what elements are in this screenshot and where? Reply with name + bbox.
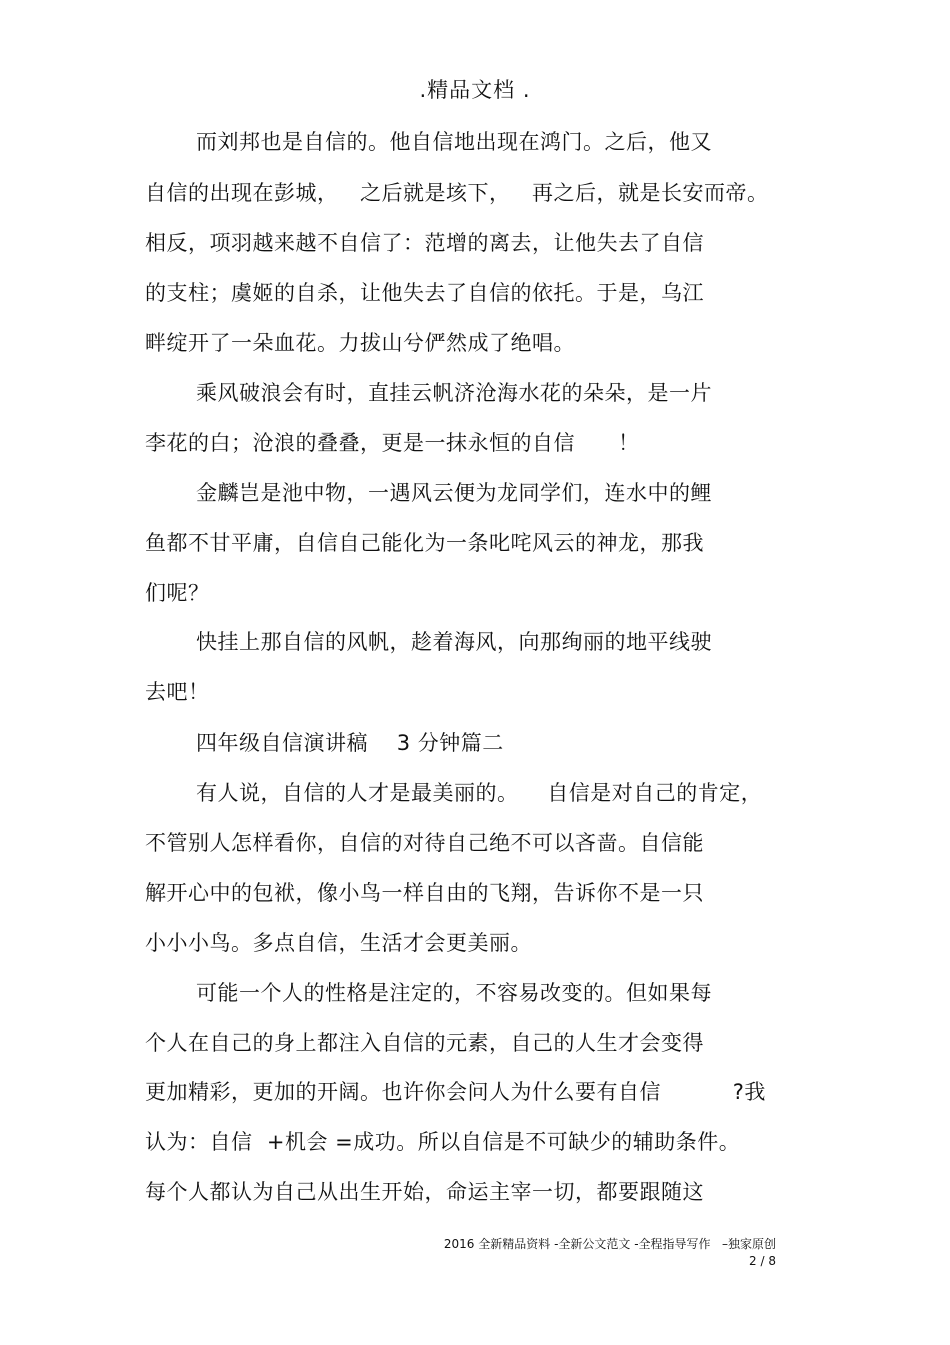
text-line-14: 有人说，自信的人才是最美丽的。 自信是对自己的肯定， <box>196 781 763 805</box>
text-line-16: 解开心中的包袱，像小鸟一样自由的飞翔，告诉你不是一只 <box>145 881 704 905</box>
text-line-21: 认为：自信 +机会 =成功。所以自信是不可缺少的辅助条件。 <box>145 1130 741 1154</box>
text-line-19: 个人在自己的身上都注入自信的元素，自己的人生才会变得 <box>145 1031 704 1055</box>
page-footer: 2016 全新精品资料 -全新公文范文 -全程指导写作 –独家原创 <box>443 1237 776 1251</box>
text-line-2: 自信的出现在彭城， 之后就是垓下， 再之后，就是长安而帝。 <box>145 181 769 205</box>
text-line-20: 更加精彩，更加的开阔。也许你会问人为什么要有自信 ?我 <box>145 1080 766 1104</box>
text-line-8: 金麟岂是池中物，一遇风云便为龙同学们，连水中的鲤 <box>196 481 712 505</box>
text-line-4: 的支柱；虞姬的自杀，让他失去了自信的依托。于是，乌江 <box>145 281 704 305</box>
text-line-6: 乘风破浪会有时，直挂云帆济沧海水花的朵朵，是一片 <box>196 381 712 405</box>
text-line-17: 小小小鸟。多点自信，生活才会更美丽。 <box>145 931 532 955</box>
text-line-5: 畔绽开了一朵血花。力拔山兮俨然成了绝唱。 <box>145 331 575 355</box>
text-line-15: 不管别人怎样看你，自信的对待自己绝不可以吝啬。自信能 <box>145 831 704 855</box>
section-heading: 四年级自信演讲稿 3 分钟篇二 <box>196 731 504 755</box>
text-line-22: 每个人都认为自己从出生开始，命运主宰一切，都要跟随这 <box>145 1180 704 1204</box>
text-line-11: 快挂上那自信的风帆，趁着海风，向那绚丽的地平线驶 <box>196 630 712 654</box>
text-line-10: 们呢？ <box>145 581 210 605</box>
text-line-1: 而刘邦也是自信的。他自信地出现在鸿门。之后，他又 <box>196 130 712 154</box>
text-line-7: 李花的白；沧浪的叠叠，更是一抹永恒的自信 ！ <box>145 431 640 455</box>
text-line-18: 可能一个人的性格是注定的，不容易改变的。但如果每 <box>196 981 712 1005</box>
text-line-3: 相反，项羽越来越不自信了：范增的离去，让他失去了自信 <box>145 231 704 255</box>
page-number: 2 / 8 <box>749 1254 776 1268</box>
page-header: .精品文档 . <box>419 78 531 102</box>
text-line-12: 去吧！ <box>145 680 210 704</box>
text-line-9: 鱼都不甘平庸，自信自己能化为一条叱咤风云的神龙，那我 <box>145 531 704 555</box>
